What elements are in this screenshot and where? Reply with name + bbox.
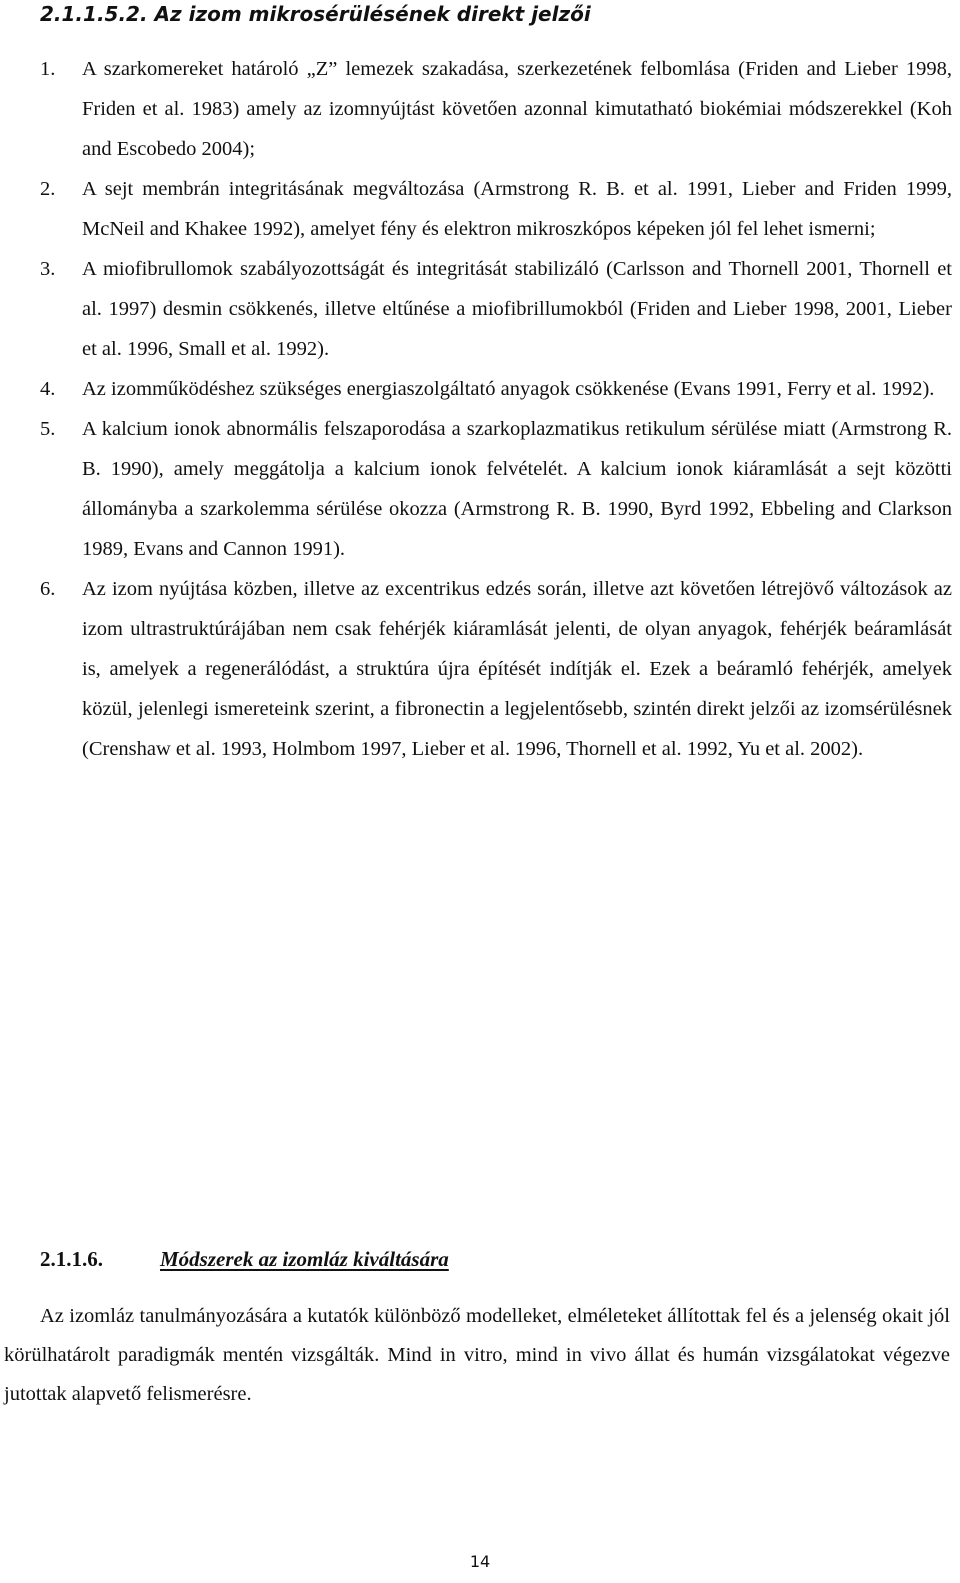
list-item xyxy=(40,249,952,369)
list-item-number: 6. xyxy=(40,578,56,600)
list-item-number: 4. xyxy=(40,378,56,400)
list-item-text: Az izom nyújtása közben, illetve az excentrikus edzés során, illetve azt követően létrejövő változások az izom ultrastruktúrájában nem csak fehérjék kiáramlását jelenti, de olyan anyagok, fehérjék beáramlását is, amelyek a regenerálódást, a struktúra újra építését indítják el. Ezek a beáramló fehérjék, amelyek közül, jelenlegi ismereteink szerint, a fibronectin a legjelentősebb, szintén direkt jelzői az izomsérülésnek (Crenshaw et al. 1993, Holmbom 1997, Lieber et al. 1996, Thornell et al. 1992, Yu et al. 2002). xyxy=(82,578,952,760)
list-item-number: 1. xyxy=(40,58,56,80)
list-item-text: A miofibrullomok szabályozottságát és integritását stabilizáló (Carlsson and Thornell 2001, Thornell et al. 1997) desmin csökkenés, illetve eltűnése a miofibrillumokból (Friden and Lieber 1998, 2001, Lieber et al. 1996, Small et al. 1992). xyxy=(82,258,952,360)
list-item xyxy=(40,169,952,249)
list-item-number: 5. xyxy=(40,418,56,440)
list-item-text: Az izomműködéshez szükséges energiaszolgáltató anyagok csökkenése (Evans 1991, Ferry et al. 1992). xyxy=(82,378,935,400)
subsection-number: 2.1.1.6. xyxy=(40,1247,103,1271)
list-item xyxy=(40,369,952,409)
subsection-title: Módszerek az izomláz kiváltására xyxy=(160,1247,449,1271)
list-item xyxy=(40,409,952,569)
list-item-number: 2. xyxy=(40,178,56,200)
list-item-text: A kalcium ionok abnormális felszaporodása a szarkoplazmatikus retikulum sérülése miatt (Armstrong R. B. 1990), amely meggátolja a kalcium ionok felvételét. A kalcium ionok kiáramlását a sejt közötti állományba a szarkolemma sérülése okozza (Armstrong R. B. 1990, Byrd 1992, Ebbeling and Clarkson 1989, Evans and Cannon 1991). xyxy=(82,418,952,560)
list-item xyxy=(40,49,952,169)
injury-marker-list xyxy=(40,49,952,769)
list-item xyxy=(40,569,952,769)
page-number: 14 xyxy=(469,1552,491,1571)
list-item-text: A sejt membrán integritásának megváltozása (Armstrong R. B. et al. 1991, Lieber and Friden 1999, McNeil and Khakee 1992), amelyet fény és elektron mikroszkópos képeken jól fel lehet ismerni; xyxy=(82,178,952,240)
list-item-text: A szarkomereket határoló „Z” lemezek szakadása, szerkezetének felbomlása (Friden and Lieber 1998, Friden et al. 1983) amely az izomnyújtást követően azonnal kimutatható biokémiai módszerekkel (Koh and Escobedo 2004); xyxy=(82,58,952,160)
body-paragraph: Az izomláz tanulmányozására a kutatók különböző modelleket, elméleteket állítottak fel és a jelenség okait jól körülhatárolt paradigmák mentén vizsgálták. Mind in vitro, mind in vivo állat és humán vizsgálatokat végezve jutottak alapvető felismerésre. xyxy=(4,1305,950,1405)
subsection-heading xyxy=(40,1246,449,1272)
list-item-number: 3. xyxy=(40,258,56,280)
section-heading: 2.1.1.5.2. Az izom mikrosérülésének direkt jelzői xyxy=(40,2,591,26)
